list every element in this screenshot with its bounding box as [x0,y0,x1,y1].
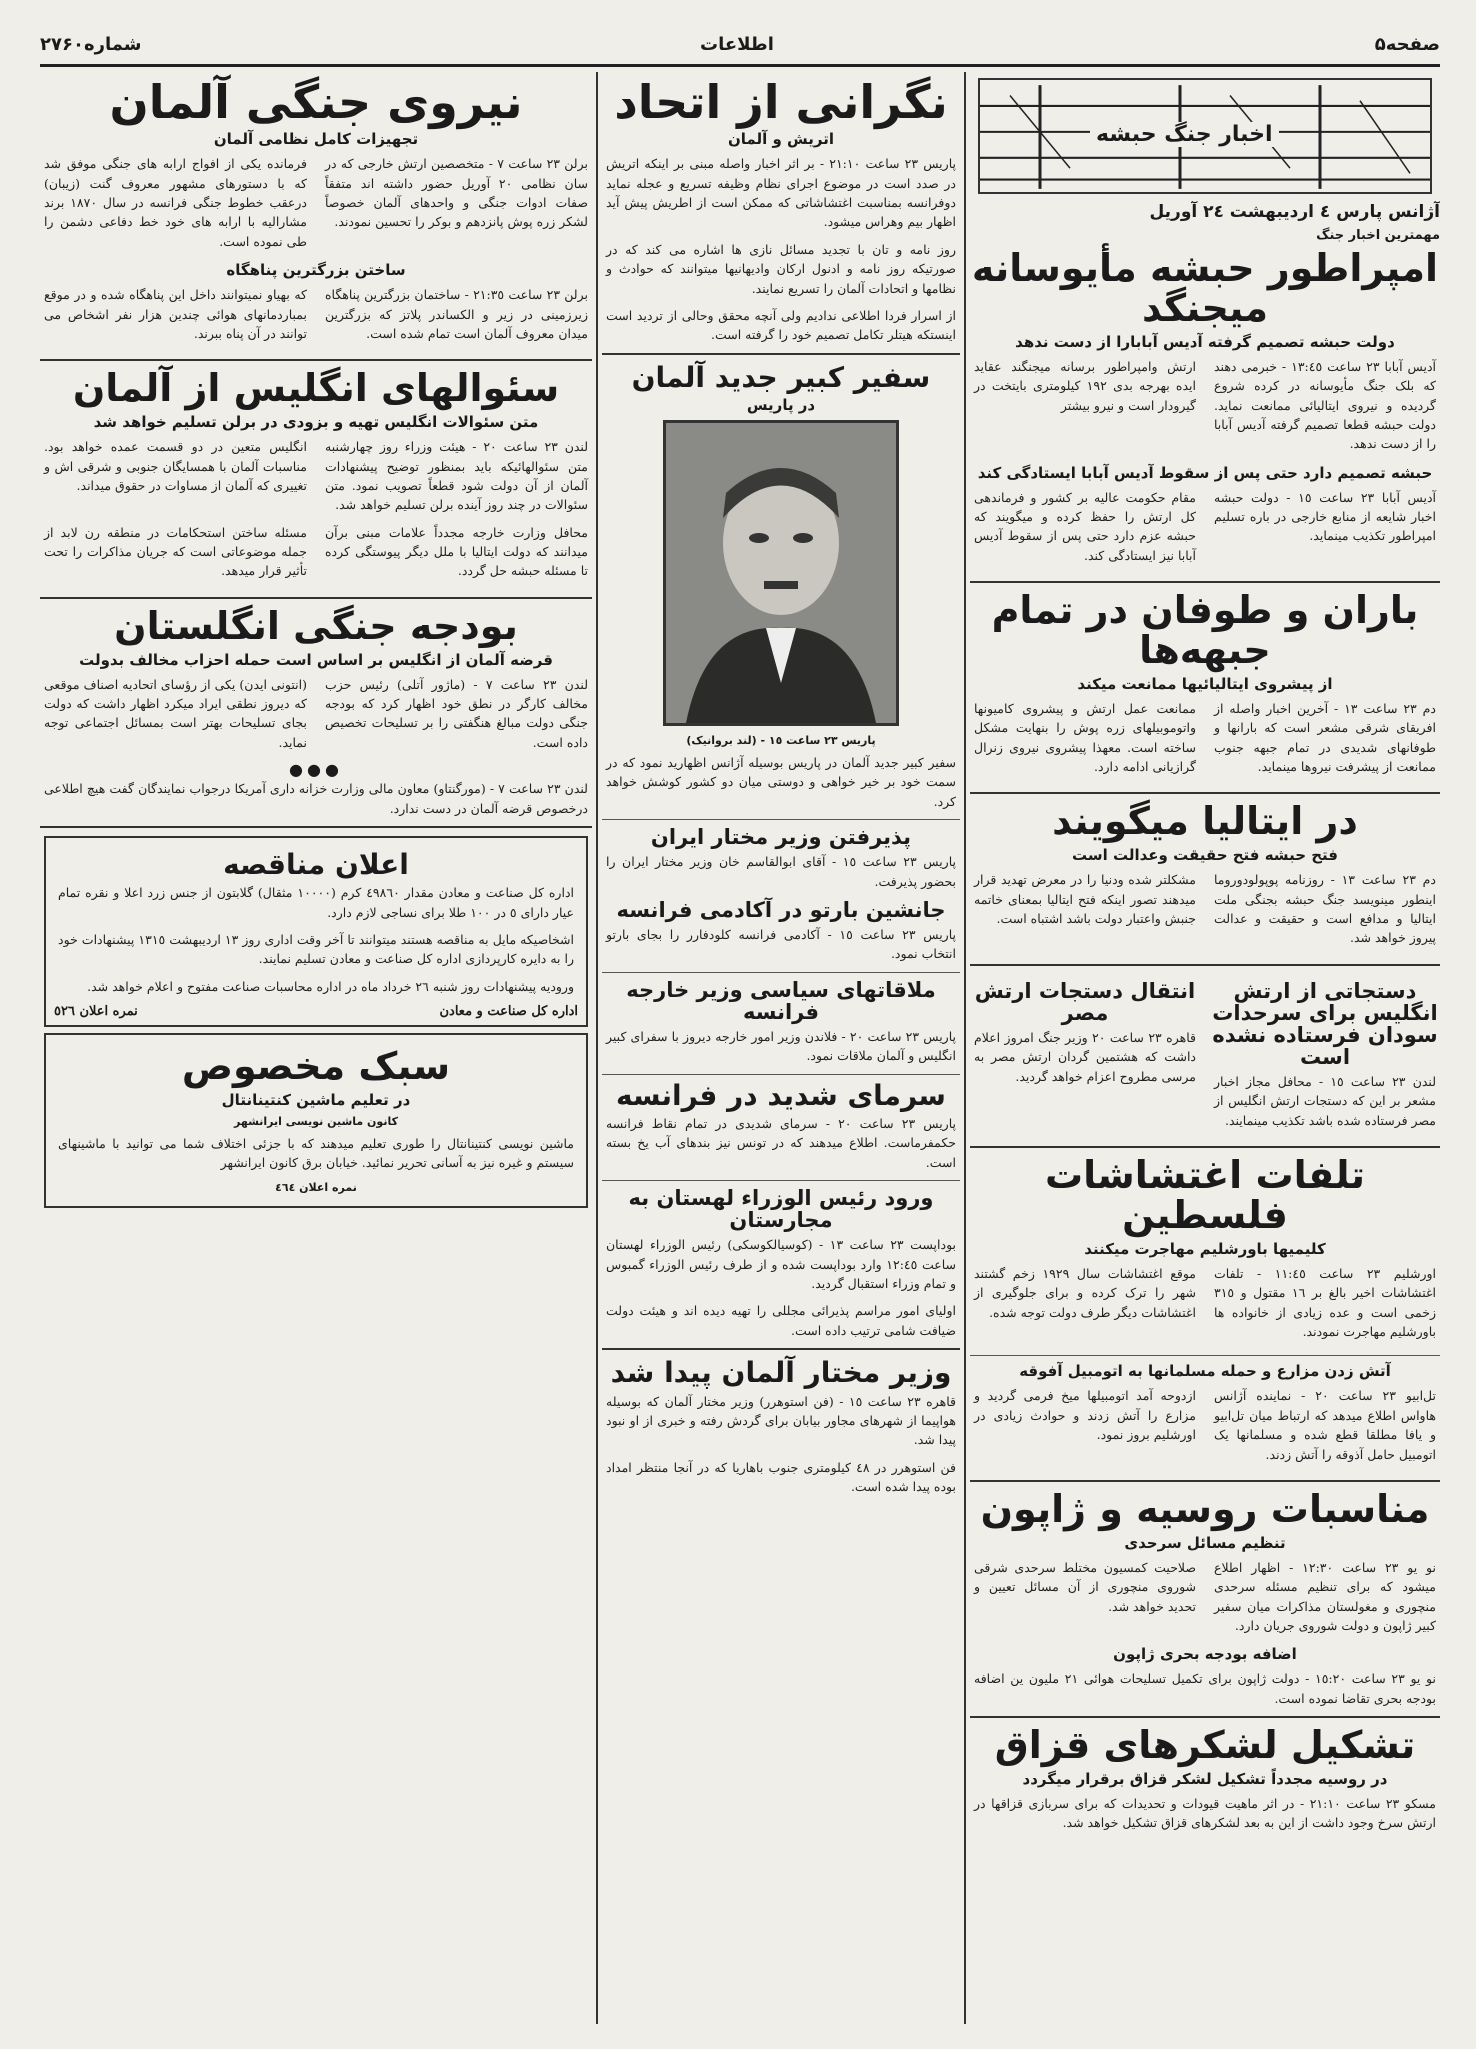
article-pair [970,974,1440,1138]
article-body: بوداپست ٢٣ ساعت ١٣ - (کوسیالکوسکی) رئیس الوزراء لهستان ساعت ١٢:٤٥ وارد بوداپست شده و از طرف رئیس الوزراء گمبوس و تمام وزراء استقبال گردید. [606,1237,957,1291]
article [602,1358,960,1496]
section-rule [40,597,592,599]
headline: تشکیل لشکرهای قزاق [994,1723,1416,1768]
dateline: آژانس پارس ٤ اردیبهشت ٢٤ آوریل [1149,202,1440,222]
section-rule [40,826,592,828]
headline: جانشین بارتو در آکادمی فرانسه [616,897,946,922]
article [602,979,960,1066]
article-body: برلن ٢٣ ساعت ٢١:٣٥ - ساختمان بزرگترین پناهگاه زیرزمینی در زیر و الکساندر پلاتز که بزرگترین میدان معروف آلمان است تمام شده است. [325,287,588,341]
subheadline: قرضه آلمان از انگلیس بر اساس است حمله احزاب مخالف بدولت [79,650,553,669]
column-divider [596,72,598,2024]
article-body: (انتونی ایدن) یکی از رؤسای اتحادیه اصناف موقعی که دیروز نطقی ایراد میکرد اظهار داشت که دولت بجای تسلیحات بهتر است بمسائل اجتماعی توجه نماید. [44,676,307,750]
column-right [970,72,1440,2024]
headline: ورود رئیس الوزراء لهستان به مجارستان [628,1186,934,1233]
article-body: دم ٢٣ ساعت ١٣ - آخرین اخبار واصله از افریقای شرقی مشعر است که بارانها و طوفانهای شدیدی در تمام جبهه جنوب ممانعت از پیشرفت نیروها مینماید. [1214,700,1436,775]
section-rule [602,1348,960,1350]
column-left [40,72,592,2024]
column-divider [964,72,966,2024]
headline: مناسبات روسیه و ژاپون [980,1486,1430,1531]
article-body: لندن ٢٣ ساعت ١٥ - محافل مجاز اخبار مشعر بر این که دستجات ارتش انگلیس از مصر فرستاده شده باشد تکذیب مینمایند. [1214,1074,1437,1128]
article-body: اولیای امور مراسم پذیرائی مجللی را تهیه دیده اند و هیئت دولت ضیافت شامی ترتیب داده است. [606,1303,956,1338]
article-body: صلاحیت کمسیون مختلط سرحدی شرقی شوروی منچوری از آن مسائل تعیین و تحدید خواهد شد. [974,1559,1196,1614]
headline: نیروی جنگی آلمان [109,75,523,129]
notice-code: نمره اعلان ٥٢٦ [54,1004,138,1020]
section-rule [970,1716,1440,1718]
article-body: پاریس ٢٣ ساعت ٢٠ - سرمای شدیدی در تمام نقاط فرانسه حکمفرماست. اطلاع میدهند که در تونس نیز بندهای آب یخ بسته است. [606,1116,957,1170]
article [602,1187,960,1340]
ad-code: نمره اعلان ٤٦٤ [275,1180,357,1194]
divider [602,819,960,820]
advertiser-name: کانون ماشین نویسی ایرانشهر [233,1115,398,1129]
article-body: ممانعت عمل ارتش و پیشروی کامیونها واتوموبیلهای زره پوش را بنهایت مشکل ساخته است. معهذا پیشروی نیروی زنرال گرازیانی ادامه دارد. [974,700,1196,775]
article-body: ازدوحه آمد اتومبیلها میخ فرمی گردید و مزارع را آتش زدند و حوادث زیادی در اورشلیم بروز نمود. [974,1388,1196,1443]
subheadline: در تعلیم ماشین کنتینانتال [221,1091,411,1110]
notice-body: اشخاصیکه مایل به مناقصه هستند میتوانند تا آخر وقت اداری روز ١٣ اردیبهشت ١٣١٥ پیشنهادات خود را به دایره کارپردازی اداره کل صناعت و معادن تسلیم نمایند. [58,932,575,967]
article [602,360,960,812]
article-body: لندن ٢٣ ساعت ٧ - (مورگنتاو) معاون مالی وزارت خزانه داری آمریکا درجواب نمایندگان گفت هیچ اطلاعی درخصوص قرضه آلمان در دست ندارد. [44,781,588,816]
paper-name: اطلاعات [700,34,774,55]
article-body: مقام حکومت عالیه بر کشور و فرماندهی کل ارتش را حفظ کرده و میگویند که حبشه عزم دارد حتی پس از سقوط آدیس آبابا نیز ایستادگی کند. [974,489,1196,563]
headline: اعلان مناقصه [223,847,409,881]
section-rule [970,1480,1440,1482]
article-body: نو یو ٢٣ ساعت ١٥:٢٠ - دولت ژاپون برای تکمیل تسلیحات هوائی ٢١ ملیون ین اضافه بودجه بحری تقاضا نموده است. [974,1671,1436,1706]
article [40,366,592,589]
article [970,1153,1440,1349]
masthead [40,24,1440,67]
separator-dots: ●●● [289,760,343,780]
ad-body: ماشین نویسی کنتینانتال را طوری تعلیم میدهند که با جزئی اختلاف شما می توانید با ماشینهای سیستم و غیره نیز به آسانی تحریر نمائید. خیابان برق کانون ایرانشهر [58,1136,574,1171]
section-rule [970,1146,1440,1148]
subheadline: در پاریس [746,396,816,415]
section-rule [970,964,1440,966]
divider [970,1355,1440,1356]
headline: امپراطور حبشه مأیوسانه میجنگد [971,246,1439,330]
article-body: ارتش وامپراطور برسانه میجنگند عقاید ایده بهرجه بدی ١٩٢ کیلومتری بایتخت در گیرودار است و نیرو بیشتر [974,358,1196,413]
tender-notice [44,836,588,1027]
article-body: آدیس آبابا ٢٣ ساعت ١٣:٤٥ - خبرمی دهند که بلک جنگ مأیوسانه در کرده شروع گردیده و نیروی ایتالیائی ممانعت نماید. دولت حبشه قطعا تصمیم گرفته آدیس آبابا را از دست ندهد. [1214,358,1436,452]
page-label: صفحه۵ [1374,34,1440,55]
article-body: اورشلیم ٢٣ ساعت ١١:٤٥ - تلفات اغتشاشات اخیر بالغ بر ١٦ مقتول و ٣١٥ زخمی است و عده زیادی از خانواده ها باورشلیم مهاجرت نمودند. [1214,1265,1436,1340]
article-body: پاریس ٢٣ ساعت ١٥ - آکادمی فرانسه کلودفارر را بجای بارتو انتخاب نمود. [606,927,956,962]
subheadline: اضافه بودجه بحری ژاپون [1113,1645,1297,1664]
kicker: مهمترین اخبار جنگ [1316,228,1440,243]
headline: سرمای شدید در فرانسه [616,1078,946,1112]
subheadline: تجهیزات کامل نظامی آلمان [213,130,419,149]
article [1210,974,1440,1138]
article [602,75,960,345]
subheadline: کلیمیها باورشلیم مهاجرت میکنند [1084,1239,1326,1258]
section-rule [970,581,1440,583]
article-body: قاهره ٢٣ ساعت ٢٠ وزیر جنگ امروز اعلام داشت که هشتمین گردان ارتش مصر به مرسی مطروح اعزام خواهد گردید. [974,1029,1196,1084]
article [602,899,960,964]
article-body: پاریس ٢٣ ساعت ٢١:١٠ - بر اثر اخبار واصله مبنی بر اینکه اتریش در صدد است در موضوع اجرای نظام وظیفه تسریع و عجله نماید دوفرانسه بمناسبت اغتشاشاتی که ممکن است از اطریش پیش آید اظهار بیم وهراس میشود. [606,156,956,230]
article-body: پاریس ٢٣ ساعت ١٥ - آقای ابوالقاسم خان وزیر مختار ایران را بحضور پذیرفت. [606,854,956,889]
section-rule [602,353,960,355]
article [970,1486,1440,1708]
article [970,588,1440,784]
issue-number: شماره۲۷۶۰ [40,34,142,55]
article [970,799,1440,955]
article-body: که بهیاو نمیتوانند داخل این پناهگاه شده و در موقع بمباردمانهای هوائی چندین هزار نفر اشخاص می توانند در آن پناه ببرند. [44,287,307,341]
headline: در ایتالیا میگویند [1052,799,1358,844]
article-body: آدیس آبابا ٢٣ ساعت ١٥ - دولت حبشه اخبار شایعه از منابع خارجی در باره تسلیم امپراطور تکذیب مینماید. [1214,489,1437,544]
subheadline: از پیشروی ایتالیائیها ممانعت میکند [1077,674,1333,693]
article-body: قاهره ٢٣ ساعت ١٥ - (فن استوهرر) وزیر مختار آلمان که بوسیله هواپیما از شهرهای مجاور بیابان برای گردش رفته و خبری از او نبود پیدا شد. [606,1393,957,1448]
headline: تلفات اغتشاشات فلسطین [1044,1153,1366,1238]
divider [602,1074,960,1075]
subheadline: متن سئوالات انگلیس تهیه و بزودی در برلن تسلیم خواهد شد [93,413,539,432]
subheadline: ساختن بزرگترین پناهگاه [226,261,406,280]
article-body: سفیر کبیر جدید آلمان در پاریس بوسیله آژانس اظهارید نمود که در سمت خود بر خیر خواهی و دوستی میان دو کشور کوشش خواهد کرد. [606,755,956,809]
column-middle [602,72,960,2024]
headline: ملاقاتهای سیاسی وزیر خارجه فرانسه [626,977,936,1024]
article-body: محافل وزارت خارجه مجدداً علامات مبنی برآن میدانند که دولت ایتالیا با ملل دیگر پیوستگی کرده تا مسئله حبشه حل گردد. [325,524,588,579]
war-news-banner [978,78,1432,194]
article-body: موقع اغتشاشات سال ١٩٢٩ زخم گشتند شهر را ترک کرده و برای جلوگیری از اغتشاشات دیگر طرف دولت توجه شده. [974,1265,1196,1320]
headline: بودجه جنگی انگلستان [114,603,518,648]
divider [602,972,960,973]
headline: وزیر مختار آلمان پیدا شد [610,1356,952,1390]
subheadline: دولت حبشه تصمیم گرفته آدیس آبابارا از دست ندهد [1015,332,1395,351]
article [40,75,592,351]
section-rule [970,792,1440,794]
article-body: انگلیس متعین در دو قسمت عمده خواهد بود. مناسبات آلمان با همسایگان جنوبی و شرقی اش و تغییری که آلمان از مساوات در حقوق میداند. [44,439,307,493]
article-body: پاریس ٢٣ ساعت ٢٠ - فلاندن وزیر امور خارجه دیروز با سفرای کبیر انگلیس و آلمان ملاقات نمود. [606,1028,956,1064]
article-body: مسئله ساختن استحکامات در منطقه رن لابد از جمله موضوعاتی است که جریان مذاکرات را تحت تأثیر قرار میدهد. [44,524,307,579]
subheadline: فتح حبشه فتح حقیقت وعدالت است [1072,846,1338,865]
headline: دستجاتی از ارتش انگلیس برای سرحدات سودان فرستاده نشده است [1212,978,1438,1069]
article-body: تل‌ابیو ٢٣ ساعت ٢٠ - نماینده آژانس هاواس اطلاع میدهد که ارتباط میان تل‌ابیو و یافا مطلقا قطع شده و مسلمانها یک اتومبیل حامل آذوقه را آتش زدند. [1214,1388,1436,1462]
article-body: مشکلتر شده ودنیا را در معرض تهدید قرار میدهند تصور اینکه فتح ایتالیا بمعنای خاتمه جنبش واعتبار دولت باشد اشتباه است. [974,872,1196,927]
article-body: مسکو ٢٣ ساعت ٢١:١٠ - در اثر ماهیت قیودات و تحدیدات که برای سربازی قزاقها در ارتش سرخ وجود داشت از این به بعد لشکرهای قزاق تشکیل خواهد شد. [974,1795,1436,1831]
section-rule [40,359,592,361]
subheadline: آتش زدن مزارع و حمله مسلمانها به اتومبیل آفوقه [1019,1362,1391,1381]
notice-body: اداره کل صناعت و معادن مقدار ٤٩٨٦٠ کرم (١٠٠٠٠ مثقال) گلابتون از جنس زرد اعلا و نقره تمام عیار دارای ٥ در ١٠٠ طلا برای نساجی لازم دارد. [58,885,574,920]
headline: انتقال دستجات ارتش مصر [974,978,1196,1025]
subheadline: تنظیم مسائل سرحدی [1124,1533,1286,1552]
article [602,826,960,891]
article [970,1362,1440,1472]
headline: نگرانی از اتحاد [614,75,948,129]
article-body: از اسرار فردا اطلاعی ندادیم ولی آنچه محقق وحالی از تردید است اینستکه هیتلر تکامل تصمیم خود را گرفته است. [606,307,956,343]
divider [602,1180,960,1181]
article [970,1723,1440,1833]
notice-body: ورودیه پیشنهادات روز شنبه ٢٦ خرداد ماه در اداره محاسبات صناعت مفتوح و اعلام خواهد شد. [87,978,574,994]
article-body: لندن ٢٣ ساعت ٧ - (ماژور آتلی) رئیس حزب مخالف کارگر در نطق خود اظهار کرد که بودجه جنگی دولت مبالغ هنگفتی را بر تسلیحات تخصیص داده است. [325,676,588,750]
article-body: فرمانده یکی از افواج ارابه های جنگی موفق شد که با دستورهای مشهور معروف گنت (زیبان) درعقب خطوط جنگی فرانسه در سال ١٨٧٠ برند مشارالیه با ارابه های خود خط دفاعی دشمن را طی نموده است. [44,156,307,249]
article [602,1078,960,1173]
article [970,974,1200,1138]
ambassador-portrait [663,420,899,726]
article-body: نو یو ٢٣ ساعت ١٢:٣٠ - اظهار اطلاع میشود که برای تنظیم مسئله سرحدی منچوری و مغولستان مذاکرات میان سفیر کبیر ژاپون و دولت شوروی جریان دارد. [1214,1559,1436,1633]
headline: باران و طوفان در تمام جبهه‌ها [991,588,1419,673]
subheadline: اتریش و آلمان [728,130,834,149]
headline: سفیر کبیر جدید آلمان [631,360,931,394]
article-body: روز نامه و تان با تجدید مسائل نازی ها اشاره می کند که در صورتیکه روز نامه و ادنول ارکان وادیهانیها میتوانند که حوادث و نظامها و اتحادات آلمان را تسریع نمایند. [606,241,956,296]
portrait-photo [666,423,896,723]
photo-caption: پاریس ٢٣ ساعت ١٥ - (لند بروانیک) [686,734,876,748]
headline: سئوالهای انگلیس از آلمان [72,366,560,411]
article-body: فن استوهرر در ٤٨ کیلومتری جنوب باهاریا که در آنجا منتظر امداد بوده پیدا شده است. [606,1459,957,1494]
article-body: دم ٢٣ ساعت ١٣ - روزنامه پوپولودوروما اینطور مینویسد جنگ حبشه بجنگی ملت ایتالیا و مدافع است و حقیقت و عدالت پیروز خواهد شد. [1214,872,1436,946]
banner-title: اخبار جنگ حبشه [1090,122,1279,147]
typing-school-ad [44,1033,588,1208]
article [40,603,592,818]
newspaper-page [40,24,1440,2024]
notice-signature: اداره کل صناعت و معادن [439,1004,578,1020]
subheadline: در روسیه مجدداً تشکیل لشکر قزاق برقرار میگردد [1022,1769,1388,1788]
headline: سبک مخصوص [181,1044,451,1089]
article-body: برلن ٢٣ ساعت ٧ - متخصصین ارتش خارجی که در سان نظامی ٢٠ آوریل حضور داشته اند متفقاً صفات ادوات جنگی و واحدهای آلمان خصوصاً لشکر زره پوش پانزدهم و بوکر را تحسین نمودند. [325,156,588,230]
subheadline: حبشه تصمیم دارد حتی پس از سقوط آدیس آبابا ایستادگی کند [977,463,1433,482]
headline: پذیرفتن وزیر مختار ایران [650,825,912,850]
article-body: لندن ٢٣ ساعت ٢٠ - هیئت وزراء روز چهارشنبه متن سئوالهائیکه باید بمنظور توضیح پیشنهادات آلمان از آن دولت شود قطعاً تصویب نمود. متن سئوالات در چند روز آینده برلن تسلیم خواهد شد. [325,439,589,513]
article [970,246,1440,573]
